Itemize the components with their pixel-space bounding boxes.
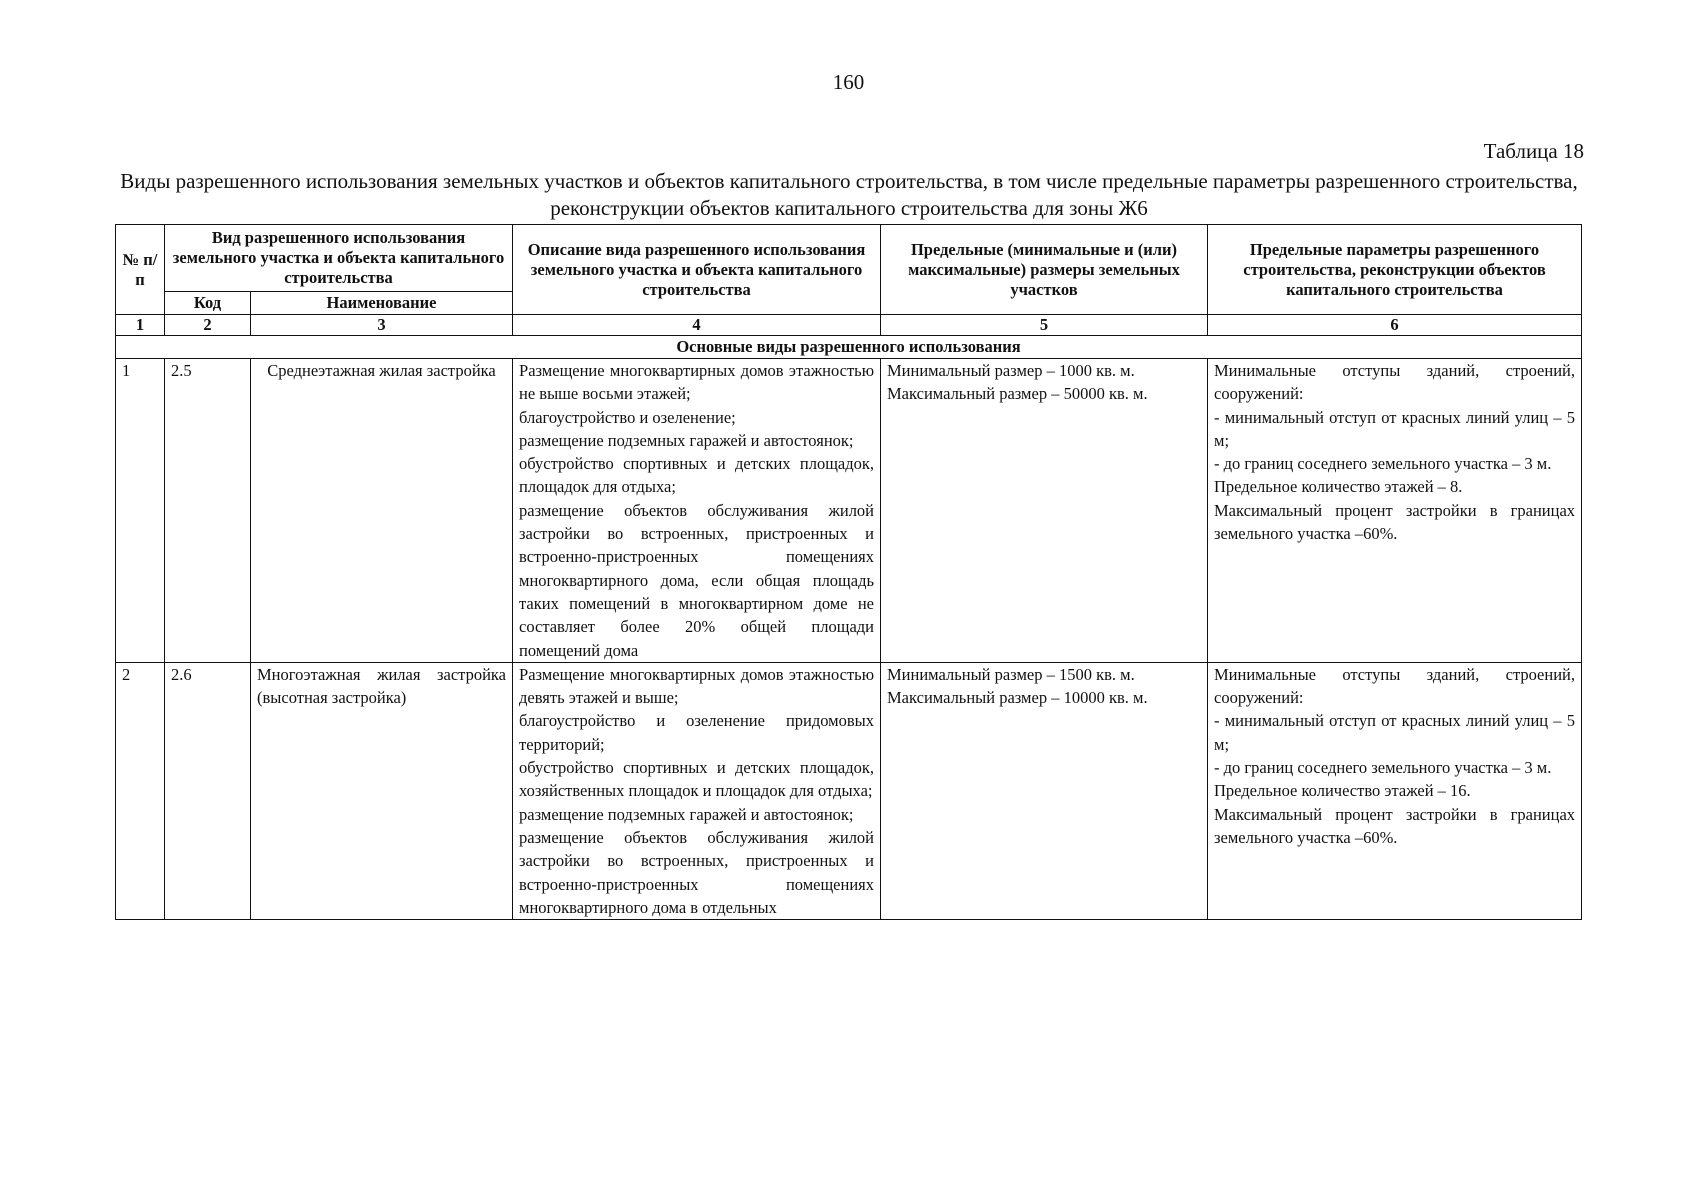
param-line: Минимальные отступы зданий, строений, сооружений:: [1214, 664, 1576, 708]
description-line: обустройство спортивных и детских площадок, площадок для отдыха;: [519, 454, 875, 497]
column-number: 1: [116, 315, 165, 336]
description-line: обустройство спортивных и детских площадок, хозяйственных площадок и площадок для отдыха;: [519, 758, 875, 801]
description-line: размещение подземных гаражей и автостоянок;: [519, 804, 854, 824]
header-params: Предельные параметры разрешенного строительства, реконструкции объектов капитального строительства: [1208, 225, 1582, 315]
description-line: размещение объектов обслуживания жилой застройки во встроенных, пристроенных и встроенно-пристроенных помещениях многоквартирного дома, если общая площадь таких помещений в многоквартирном доме не составляет более 20% общей площади помещений дома: [519, 500, 875, 660]
param-line: - минимальный отступ от красных линий улиц – 5 м;: [1214, 711, 1576, 754]
row-sizes: [881, 662, 1208, 919]
size-line: Минимальный размер – 1500 кв. м.: [887, 664, 1135, 684]
table-label: Таблица 18: [1483, 139, 1584, 163]
header-num: № п/п: [116, 225, 165, 315]
column-number: 2: [165, 315, 251, 336]
row-sizes: [881, 359, 1208, 663]
header-sizes: Предельные (минимальные и (или) максимальные) размеры земельных участков: [881, 225, 1208, 315]
row-code: 2.5: [165, 359, 251, 663]
description-line: Размещение многоквартирных домов этажностью не выше восьми этажей;: [519, 361, 875, 404]
section-title: Основные виды разрешенного использования: [116, 336, 1582, 359]
param-line: Максимальный процент застройки в границах земельного участка –60%.: [1214, 500, 1576, 544]
param-line: - до границ соседнего земельного участка – 3 м.: [1214, 454, 1552, 474]
row-description: [513, 662, 881, 919]
param-line: - минимальный отступ от красных линий улиц – 5 м;: [1214, 407, 1576, 450]
column-number: 3: [251, 315, 513, 336]
size-line: Максимальный размер – 50000 кв. м.: [887, 384, 1148, 404]
row-description: [513, 359, 881, 663]
column-number: 4: [513, 315, 881, 336]
zoning-table: [115, 224, 1582, 920]
size-line: Минимальный размер – 1000 кв. м.: [887, 361, 1135, 380]
param-line: - до границ соседнего земельного участка – 3 м.: [1214, 758, 1552, 778]
header-description: Описание вида разрешенного использования земельного участка и объекта капитального строительства: [513, 225, 881, 315]
column-number: 5: [881, 315, 1208, 336]
description-clip: [519, 663, 874, 919]
table-row: [116, 359, 1582, 663]
header-use-type: Вид разрешенного использования земельного участка и объекта капитального строительства: [165, 225, 513, 292]
description-line: размещение объектов обслуживания жилой застройки во встроенных, пристроенных и встроенно-пристроенных помещениях многоквартирного дома в отдельных: [519, 827, 875, 917]
column-number: 6: [1208, 315, 1582, 336]
description-line: размещение подземных гаражей и автостоянок;: [519, 430, 854, 450]
header-code: Код: [165, 292, 251, 315]
row-name: Среднеэтажная жилая застройка: [251, 359, 513, 663]
description-line: благоустройство и озеленение придомовых территорий;: [519, 711, 875, 754]
row-num: 2: [116, 662, 165, 919]
page-number: 160: [832, 70, 865, 94]
row-name: Многоэтажная жилая застройка (высотная застройка): [251, 662, 513, 919]
row-num: 1: [116, 359, 165, 663]
size-line: Максимальный размер – 10000 кв. м.: [887, 688, 1148, 708]
param-line: Минимальные отступы зданий, строений, сооружений:: [1214, 361, 1576, 404]
row-params: [1208, 359, 1582, 663]
header-name: Наименование: [251, 292, 513, 315]
param-line: Максимальный процент застройки в границах земельного участка –60%.: [1214, 804, 1576, 847]
param-line: Предельное количество этажей – 8.: [1214, 477, 1463, 497]
table-title: Виды разрешенного использования земельных участков и объектов капитального строительства, в том числе предельные параметры разрешенного строительства, реконструкции объектов капитального строительства для зоны Ж6: [120, 169, 1578, 220]
param-line: Предельное количество этажей – 16.: [1214, 781, 1471, 801]
row-code: 2.6: [165, 662, 251, 919]
column-numbers-row: [116, 315, 1582, 336]
description-line: благоустройство и озеленение;: [519, 407, 736, 427]
description-line: Размещение многоквартирных домов этажностью девять этажей и выше;: [519, 664, 875, 708]
row-params: [1208, 662, 1582, 919]
table-row: [116, 662, 1582, 919]
